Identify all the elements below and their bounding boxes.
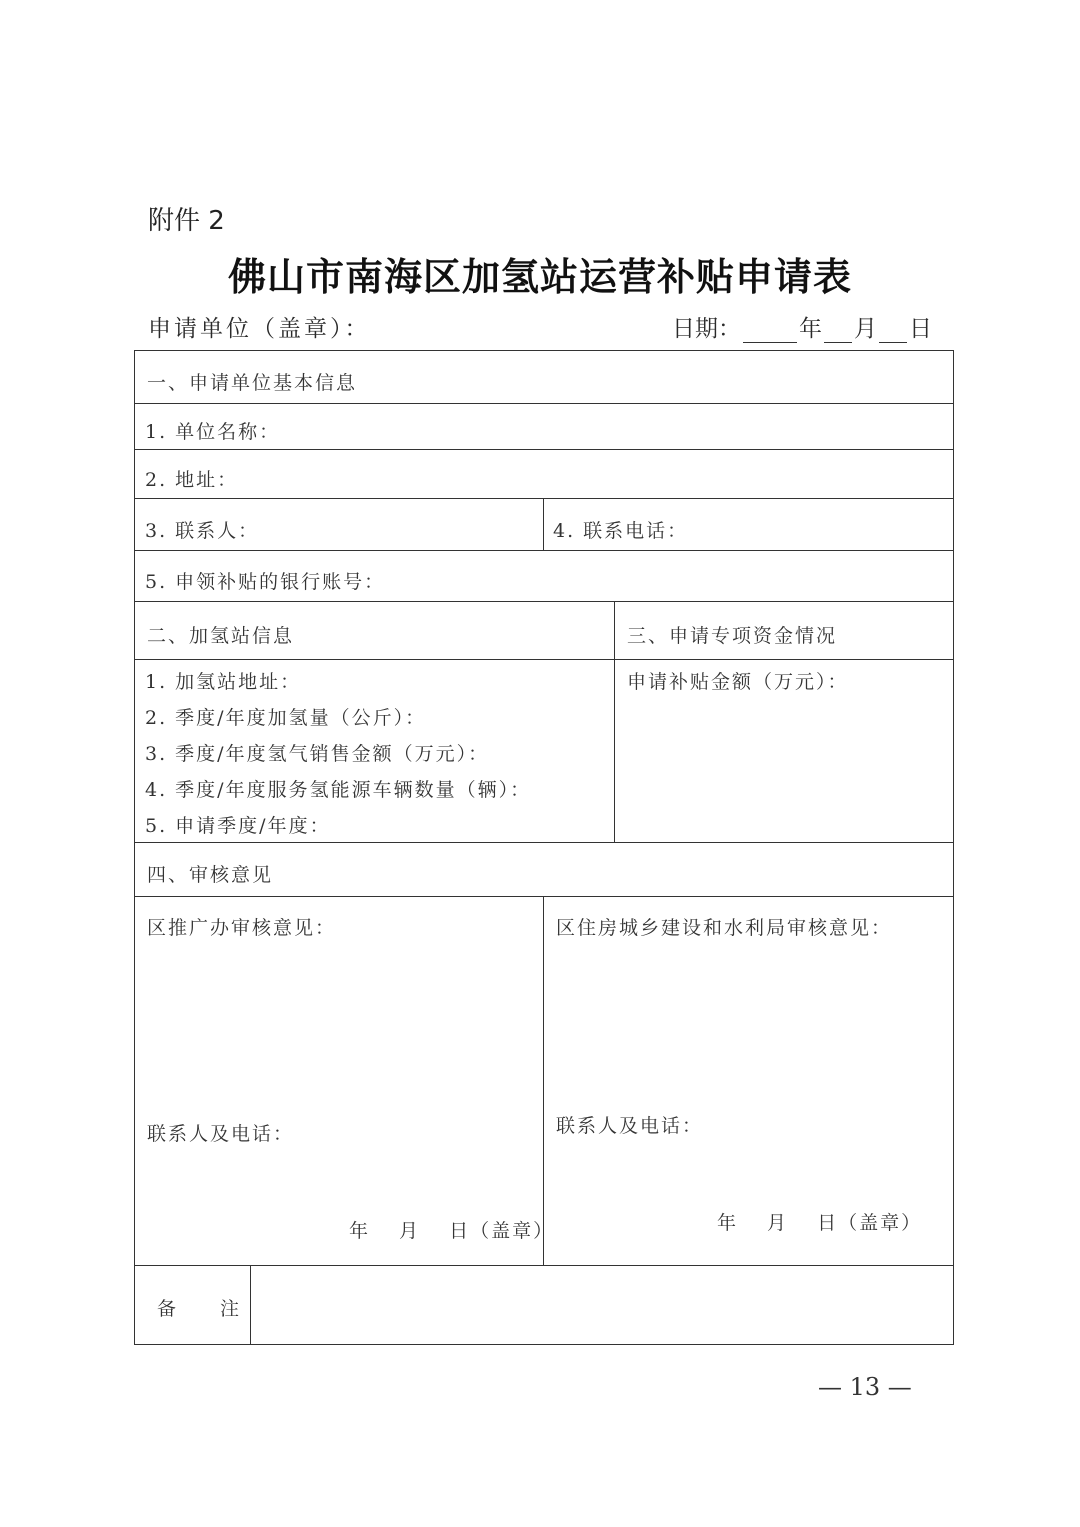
address-field[interactable]: 2. 地址： [145,469,239,491]
right-contact-phone[interactable]: 联系人及电话： [556,1115,704,1137]
section4-heading: 四、审核意见 [147,864,274,886]
attachment-label: 附件 2 [148,206,225,236]
year-blank[interactable] [743,318,797,343]
year-label: 年 [799,316,822,342]
remarks-label: 备 注 [157,1298,242,1320]
column-divider [250,1265,251,1344]
day-label: 日 [909,316,932,342]
station-address-field[interactable]: 1. 加氢站地址： [145,671,302,693]
section2-heading: 二、加氢站信息 [147,625,295,647]
application-period-field[interactable]: 5. 申请季度/年度： [145,815,331,837]
section1-heading: 一、申请单位基本信息 [147,372,358,394]
row-divider [135,550,953,551]
row-divider [135,449,953,450]
subsidy-amount-field[interactable]: 申请补贴金额（万元）： [627,671,849,693]
row-divider [135,1265,953,1266]
day-blank[interactable] [879,318,907,343]
bank-account-field[interactable]: 5. 申领补贴的银行账号： [145,571,386,593]
hydrogen-sales-field[interactable]: 3. 季度/年度氢气销售金额（万元）： [145,743,490,765]
row-divider [135,403,953,404]
station-info-list [145,664,531,844]
date-label: 日期： [672,316,741,342]
left-signature-date: 年 月 日（盖章） [349,1220,555,1242]
left-contact-phone[interactable]: 联系人及电话： [147,1123,295,1145]
row-divider [135,601,953,602]
column-divider [543,896,544,1265]
row-divider [135,896,953,897]
row-divider [135,659,953,660]
month-label: 月 [854,316,877,342]
date-field [672,310,932,343]
vehicle-count-field[interactable]: 4. 季度/年度服务氢能源车辆数量（辆）： [145,779,532,801]
month-blank[interactable] [824,318,852,343]
applicant-unit-label: 申请单位（盖章）： [148,316,371,342]
page-number: — 13 — [818,1373,912,1401]
application-form-table [134,350,954,1345]
housing-bureau-opinion[interactable]: 区住房城乡建设和水利局审核意见： [556,917,893,939]
column-divider [543,498,544,550]
unit-name-field[interactable]: 1. 单位名称： [145,421,281,443]
hydrogen-volume-field[interactable]: 2. 季度/年度加氢量（公斤）： [145,707,427,729]
promotion-office-opinion[interactable]: 区推广办审核意见： [147,917,337,939]
row-divider [135,498,953,499]
right-signature-date: 年 月 日（盖章） [717,1212,923,1234]
section3-heading: 三、申请专项资金情况 [627,625,838,647]
column-divider [614,601,615,842]
contact-phone-field[interactable]: 4. 联系电话： [553,520,689,542]
form-title: 佛山市南海区加氢站运营补贴申请表 [227,254,852,299]
contact-person-field[interactable]: 3. 联系人： [145,520,260,542]
